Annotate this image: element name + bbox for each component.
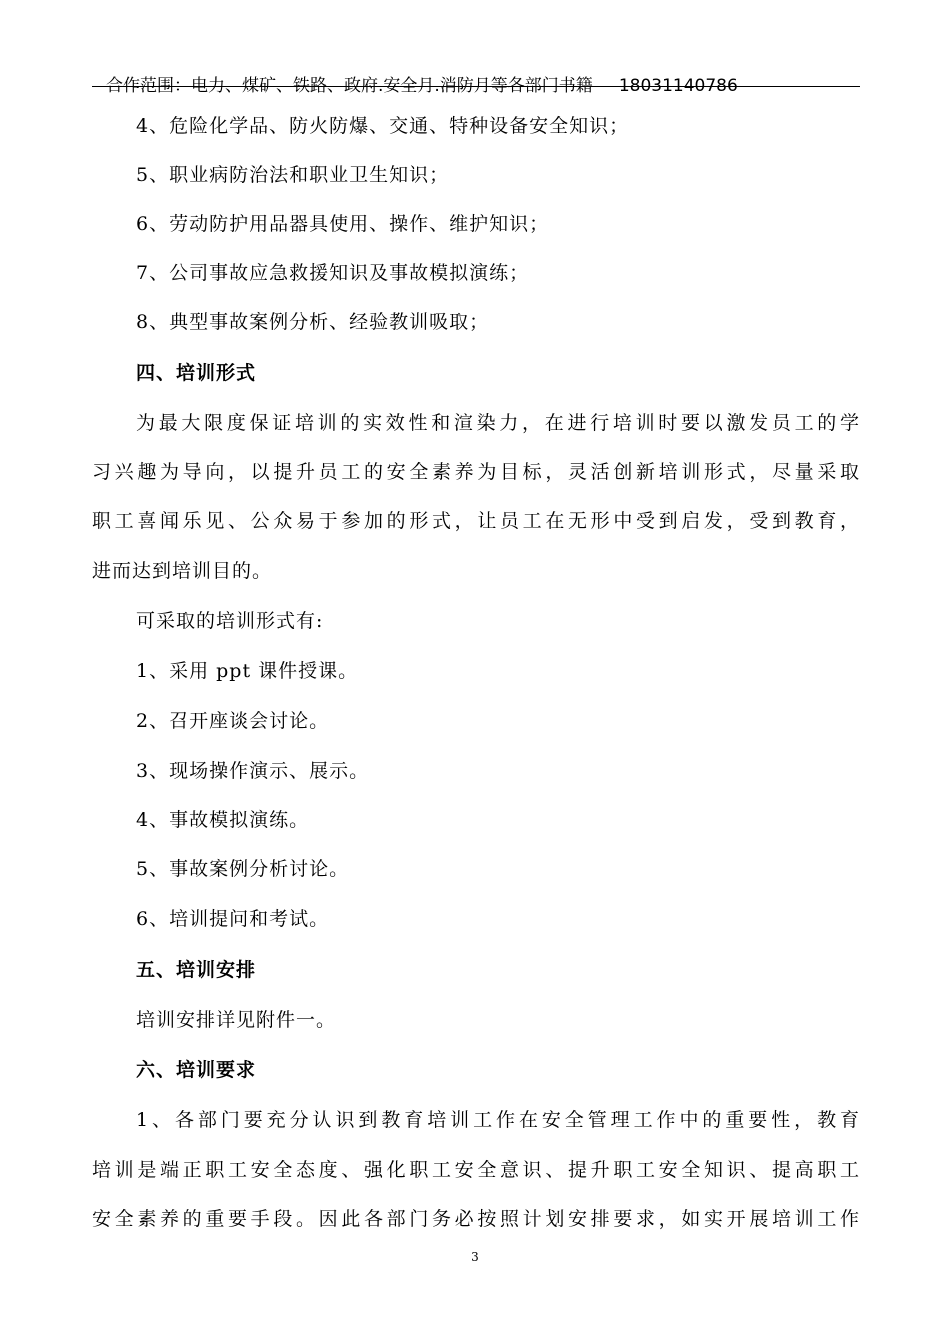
list-item: 6、劳动防护用品器具使用、操作、维护知识； (136, 213, 550, 235)
paragraph-line: 为最大限度保证培训的实效性和渲染力，在进行培训时要以激发员工的学 (136, 412, 860, 434)
list-item: 8、典型事故案例分析、经验教训吸取； (136, 311, 490, 333)
list-item: 3、现场操作演示、展示。 (136, 760, 370, 782)
list-item: 5、事故案例分析讨论。 (136, 858, 350, 880)
paragraph-line: 职工喜闻乐见、公众易于参加的形式，让员工在无形中受到启发，受到教育， (92, 510, 860, 532)
paragraph-line: 培训安排详见附件一。 (136, 1009, 337, 1031)
header-scope: 合作范围：电力、煤矿、铁路、政府.安全月.消防月等各部门书籍 (106, 76, 593, 96)
section-heading-4: 四、培训形式 (136, 362, 257, 384)
paragraph-line: 培训是端正职工安全态度、强化职工安全意识、提升职工安全知识、提高职工 (92, 1159, 860, 1181)
list-item: 2、召开座谈会讨论。 (136, 710, 330, 732)
list-item: 1、采用 ppt 课件授课。 (136, 660, 359, 682)
paragraph-line: 1、各部门要充分认识到教育培训工作在安全管理工作中的重要性，教育 (136, 1109, 860, 1131)
list-item: 4、危险化学品、防火防爆、交通、特种设备安全知识； (136, 115, 630, 137)
forms-intro: 可采取的培训形式有: (136, 610, 324, 632)
list-item: 5、职业病防治法和职业卫生知识； (136, 164, 450, 186)
header-strike-rule (92, 86, 860, 87)
section-heading-6: 六、培训要求 (136, 1059, 257, 1081)
list-item: 7、公司事故应急救援知识及事故模拟演练； (136, 262, 530, 284)
paragraph-line: 安全素养的重要手段。因此各部门务必按照计划安排要求，如实开展培训工作 (92, 1208, 860, 1230)
list-item: 4、事故模拟演练。 (136, 809, 310, 831)
header-phone: 18031140786 (618, 76, 738, 96)
page-header (92, 74, 860, 98)
paragraph-line: 进而达到培训目的。 (92, 560, 273, 582)
list-item: 6、培训提问和考试。 (136, 908, 330, 930)
page-number: 3 (471, 1250, 479, 1264)
paragraph-line: 习兴趣为导向，以提升员工的安全素养为目标，灵活创新培训形式，尽量采取 (92, 461, 860, 483)
section-heading-5: 五、培训安排 (136, 959, 257, 981)
